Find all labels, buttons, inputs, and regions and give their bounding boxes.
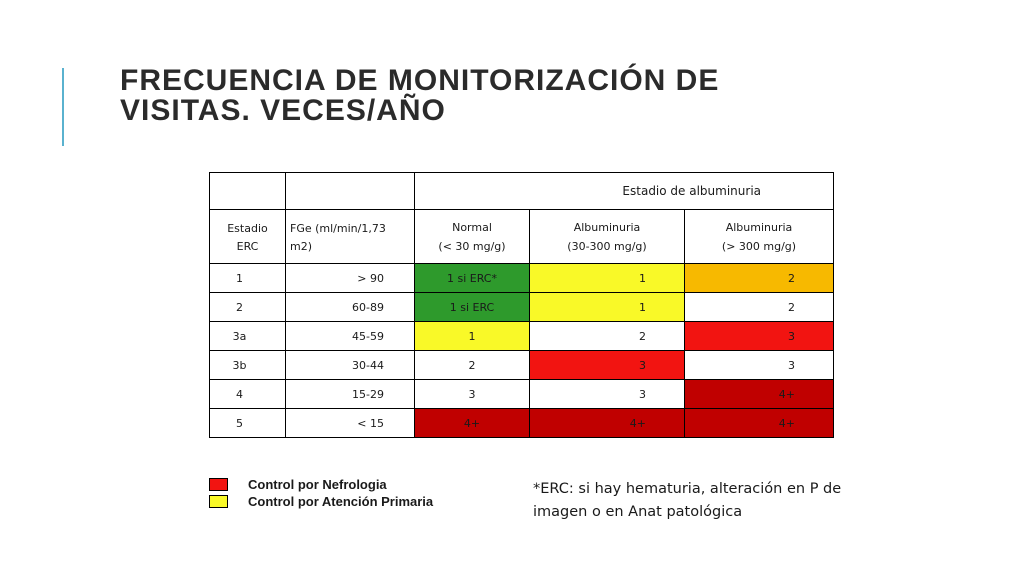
column-header-a2-line-1: Albuminuria bbox=[573, 220, 641, 234]
cell-albuminuria-severe: 2 bbox=[685, 293, 834, 322]
cell-albuminuria-moderate: 3 bbox=[530, 351, 685, 380]
cell-albuminuria-moderate: 3 bbox=[530, 380, 685, 409]
cell-normal: 1 si ERC bbox=[415, 293, 530, 322]
cell-albuminuria-severe: 3 bbox=[685, 351, 834, 380]
cell-normal: 2 bbox=[415, 351, 530, 380]
header-empty-cell-2 bbox=[286, 173, 415, 210]
accent-bar bbox=[62, 68, 64, 146]
column-header-normal-line-1: Normal bbox=[452, 220, 492, 234]
table-row bbox=[210, 264, 834, 293]
cell-fge-range: 30-44 bbox=[286, 351, 415, 380]
column-header-a3-line-2: (> 300 mg/g) bbox=[721, 239, 797, 253]
column-header-erc-line-1: Estadio bbox=[227, 222, 268, 235]
cell-normal: 3 bbox=[415, 380, 530, 409]
cell-albuminuria-severe: 4+ bbox=[685, 380, 834, 409]
footnote-line-1: *ERC: si hay hematuria, alteración en P de bbox=[533, 481, 842, 497]
cell-erc-stage: 3a bbox=[210, 322, 286, 351]
cell-albuminuria-moderate: 4+ bbox=[530, 409, 685, 438]
column-header-a2-line-2: (30-300 mg/g) bbox=[567, 239, 647, 253]
cell-albuminuria-severe: 4+ bbox=[685, 409, 834, 438]
cell-normal: 1 bbox=[415, 322, 530, 351]
slide-title bbox=[120, 66, 719, 126]
cell-albuminuria-moderate: 1 bbox=[530, 264, 685, 293]
cell-albuminuria-severe: 3 bbox=[685, 322, 834, 351]
cell-fge-range: > 90 bbox=[286, 264, 415, 293]
table-row bbox=[210, 409, 834, 438]
column-header-normal-line-2: (< 30 mg/g) bbox=[438, 239, 506, 253]
column-header-erc-line-2: ERC bbox=[236, 240, 259, 253]
cell-normal: 1 si ERC* bbox=[415, 264, 530, 293]
column-header-fge-line-1: FGe (ml/min/1,73 bbox=[290, 222, 386, 235]
title-line-2: VISITAS. VECES/AÑO bbox=[120, 94, 446, 127]
column-header-normal bbox=[415, 210, 530, 264]
table-row bbox=[210, 380, 834, 409]
column-header-a3-line-1: Albuminuria bbox=[725, 220, 793, 234]
cell-fge-range: < 15 bbox=[286, 409, 415, 438]
table-header-row-top bbox=[210, 173, 834, 210]
column-header-fge-line-2: m2) bbox=[290, 240, 313, 253]
table-row bbox=[210, 351, 834, 380]
table-header-row bbox=[210, 210, 834, 264]
cell-albuminuria-moderate: 1 bbox=[530, 293, 685, 322]
cell-erc-stage: 4 bbox=[210, 380, 286, 409]
legend-label-primaria: Control por Atención Primaria bbox=[248, 494, 434, 509]
table-row bbox=[210, 293, 834, 322]
column-header-erc bbox=[210, 210, 286, 264]
title-line-1: FRECUENCIA DE MONITORIZACIÓN DE bbox=[120, 64, 720, 97]
red-swatch-icon bbox=[209, 478, 228, 491]
column-header-albuminuria-severe bbox=[685, 210, 834, 264]
header-empty-cell-1 bbox=[210, 173, 286, 210]
cell-erc-stage: 2 bbox=[210, 293, 286, 322]
cell-fge-range: 60-89 bbox=[286, 293, 415, 322]
cell-erc-stage: 5 bbox=[210, 409, 286, 438]
cell-erc-stage: 3b bbox=[210, 351, 286, 380]
table-row bbox=[210, 322, 834, 351]
albuminuria-stage-header: Estadio de albuminuria bbox=[415, 173, 834, 210]
cell-albuminuria-moderate: 2 bbox=[530, 322, 685, 351]
monitoring-frequency-table bbox=[209, 172, 834, 438]
legend-item-nefrologia bbox=[209, 476, 433, 493]
cell-albuminuria-severe: 2 bbox=[685, 264, 834, 293]
color-legend bbox=[209, 476, 433, 510]
cell-fge-range: 45-59 bbox=[286, 322, 415, 351]
footnote-line-2: imagen o en Anat patológica bbox=[533, 504, 743, 520]
column-header-albuminuria-moderate bbox=[530, 210, 685, 264]
yellow-swatch-icon bbox=[209, 495, 228, 508]
footnote bbox=[533, 478, 873, 524]
column-header-fge bbox=[286, 210, 415, 264]
cell-normal: 4+ bbox=[415, 409, 530, 438]
legend-item-primaria bbox=[209, 493, 433, 510]
cell-erc-stage: 1 bbox=[210, 264, 286, 293]
cell-fge-range: 15-29 bbox=[286, 380, 415, 409]
legend-label-nefrologia: Control por Nefrologia bbox=[248, 477, 387, 492]
